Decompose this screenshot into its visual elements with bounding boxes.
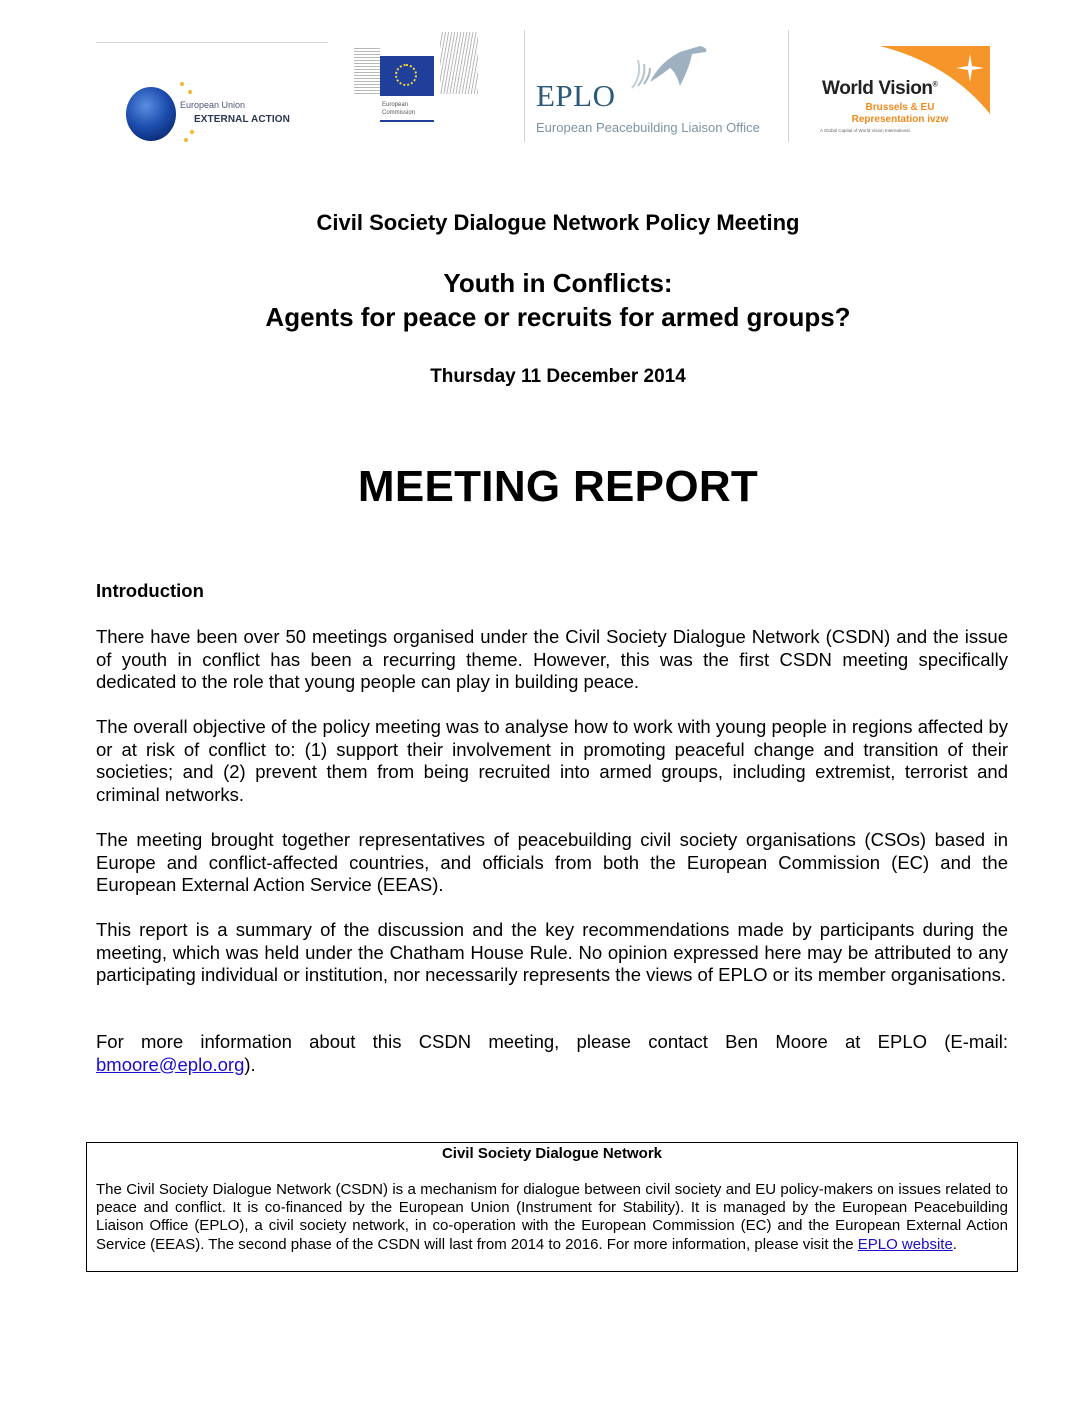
- eeas-logo-line2: EXTERNAL ACTION: [194, 114, 290, 125]
- intro-paragraph: This report is a summary of the discussion and the key recommendations made by participants during the meeting, which was held under the Chatham House Rule. No opinion expressed here may be attributed to any participating individual or institution, nor necessarily represents the views of EPLO or its member organisations.: [96, 919, 1008, 985]
- meeting-date: Thursday 11 December 2014: [430, 366, 686, 387]
- building-icon: [440, 32, 478, 94]
- european-commission-logo: [354, 30, 480, 124]
- world-vision-line3: A Global Capital of World Vision International: [820, 128, 910, 133]
- divider: [524, 30, 525, 142]
- section-heading-introduction: Introduction: [96, 580, 204, 601]
- intro-paragraph: The meeting brought together representatives of peacebuilding civil society organisations (CSOs) based in Europe and conflict-affected countries, and officials from both the European Commission (EC) and the European External Action Service (EEAS).: [96, 829, 1008, 895]
- world-vision-line1: Brussels & EU: [865, 102, 935, 113]
- partner-logos: [90, 28, 1010, 153]
- eu-flag-icon: [380, 56, 434, 96]
- eplo-website-link[interactable]: EPLO website: [857, 1235, 953, 1253]
- world-vision-logo: [820, 44, 1000, 140]
- eeas-logo: [96, 42, 328, 152]
- dove-icon: [630, 42, 710, 92]
- star-icon: [180, 82, 184, 86]
- world-vision-logo-name: [822, 78, 937, 100]
- intro-paragraph: The overall objective of the policy meeting was to analyse how to work with young people in regions affected by or at risk of conflict to: (1) support their involvement in promoting peaceful change and transition of their societies; and (2) prevent them from being recruited into armed groups, including extremist, terrorist and criminal networks.: [96, 716, 1008, 805]
- eu-globe-stars-icon: [126, 87, 176, 141]
- star-icon: [190, 130, 194, 134]
- ec-logo-line1: European: [382, 102, 409, 108]
- divider: [96, 42, 328, 43]
- eeas-logo-line1: European Union: [180, 100, 246, 110]
- document-heading: MEETING REPORT: [357, 462, 759, 511]
- contact-paragraph: [96, 1031, 1008, 1076]
- meeting-name: Civil Society Dialogue Network Policy Meeting: [316, 210, 800, 235]
- contact-email-link[interactable]: bmoore@eplo.org: [96, 1053, 245, 1075]
- ec-logo-line2: Commission: [382, 110, 416, 116]
- csdn-box-text-end: .: [952, 1235, 957, 1253]
- csdn-info-box: [86, 1142, 1018, 1272]
- eplo-logo-subtitle: European Peacebuilding Liaison Office: [536, 120, 760, 135]
- star-icon: [188, 90, 192, 94]
- world-vision-name: World Vision: [822, 78, 933, 99]
- divider: [788, 30, 789, 142]
- intro-paragraph: There have been over 50 meetings organised under the Civil Society Dialogue Network (CSDN) and the issue of youth in conflict has been a recurring theme. However, this was the first CSDN meeting specifically dedicated to the role that young people can play in building peace.: [96, 626, 1008, 692]
- csdn-box-text: [96, 1181, 1008, 1254]
- registered-mark: ®: [932, 81, 938, 89]
- csdn-box-body: The Civil Society Dialogue Network (CSDN) is a mechanism for dialogue between civil society and EU policy-makers on issues related to peace and conflict. It is co-financed by the European Union (Instrument for Stability). It is managed by the European Peacebuilding Liaison Office (EPLO), a civil society network, in co-operation with the European Commission (EC) and the European External Action Service (EEAS). The second phase of the CSDN will last from 2014 to 2016. For more information, please visit the: [96, 1181, 1008, 1253]
- eplo-logo: [534, 40, 784, 140]
- world-vision-line2: Representation ivzw: [851, 114, 949, 125]
- csdn-box-heading: Civil Society Dialogue Network: [441, 1145, 663, 1162]
- ec-logo-label: [380, 98, 434, 122]
- contact-text: For more information about this CSDN meeting, please contact Ben Moore at EPLO (E-mail:: [96, 1031, 1008, 1052]
- building-icon: [354, 46, 380, 96]
- report-title-line1: Youth in Conflicts:: [443, 268, 673, 298]
- contact-text-end: ).: [244, 1053, 256, 1075]
- report-title-line2: Agents for peace or recruits for armed groups?: [265, 302, 851, 332]
- star-icon: [184, 138, 188, 142]
- eplo-logo-name: EPLO: [536, 78, 616, 113]
